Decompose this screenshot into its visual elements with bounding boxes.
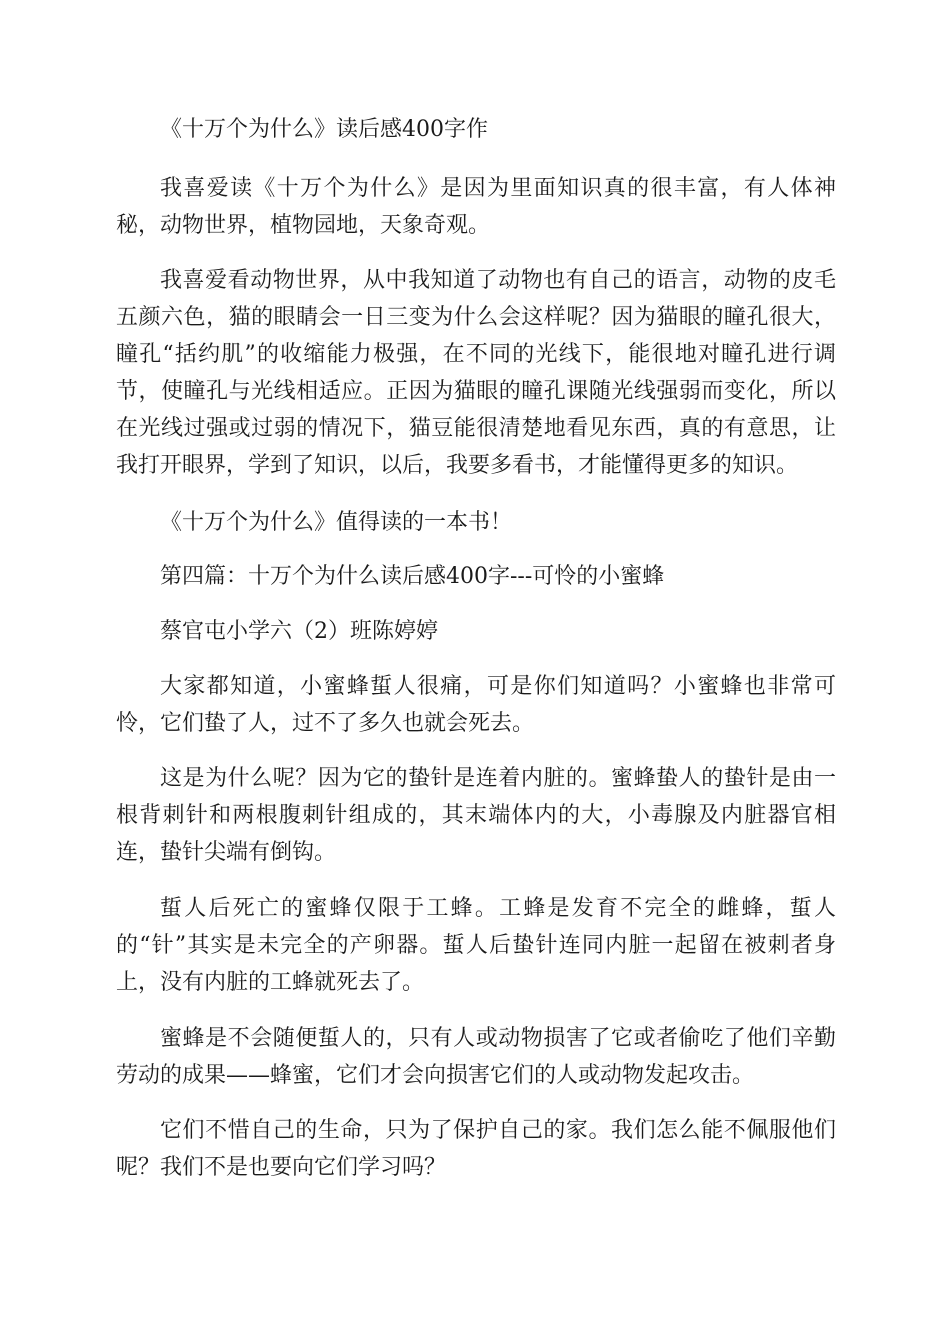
paragraph-defense: 蜜蜂是不会随便蜇人的，只有人或动物损害了它或者偷吃了他们辛勤劳动的成果——蜂蜜，它们才会向损害它们的人或动物发起攻击。 [116, 1026, 836, 1088]
paragraph-bee-sting: 大家都知道，小蜜蜂蜇人很痛，可是你们知道吗？小蜜蜂也非常可怜，它们蛰了人，过不了多久也就会死去。 [116, 674, 836, 736]
paragraph-intro: 我喜爱读《十万个为什么》是因为里面知识真的很丰富，有人体神秘，动物世界，植物园地，天象奇观。 [116, 176, 836, 238]
essay-title: 《十万个为什么》读后感400字作 [160, 117, 488, 142]
paragraph-conclusion: 它们不惜自己的生命，只为了保护自己的家。我们怎么能不佩服他们呢？我们不是也要向它们学习吗？ [116, 1118, 836, 1180]
paragraph-recommendation: 《十万个为什么》值得读的一本书！ [160, 510, 513, 535]
paragraph-cat-eyes: 我喜爱看动物世界，从中我知道了动物也有自己的语言，动物的皮毛五颜六色，猫的眼睛会一日三变为什么会这样呢？因为猫眼的瞳孔很大，瞳孔“括约肌”的收缩能力极强，在不同的光线下，能很地对瞳孔进行调节，使瞳孔与光线相适应。正因为猫眼的瞳孔课随光线强弱而变化，所以在光线过强或过弱的情况下，猫豆能很清楚地看见东西，真的有意思，让我打开眼界，学到了知识，以后，我要多看书，才能懂得更多的知识。 [116, 268, 836, 478]
section-heading: 第四篇：十万个为什么读后感400字---可怜的小蜜蜂 [160, 564, 665, 589]
author-line: 蔡官屯小学六（2）班陈婷婷 [160, 619, 438, 644]
paragraph-worker-bee: 蜇人后死亡的蜜蜂仅限于工蜂。工蜂是发育不完全的雌蜂，蜇人的“针”其实是未完全的产卵器。蜇人后蛰针连同内脏一起留在被刺者身上，没有内脏的工蜂就死去了。 [116, 896, 836, 995]
paragraph-stinger: 这是为什么呢？因为它的蛰针是连着内脏的。蜜蜂蛰人的蛰针是由一根背刺针和两根腹刺针组成的，其末端体内的大，小毒腺及内脏器官相连，蛰针尖端有倒钩。 [116, 766, 836, 865]
